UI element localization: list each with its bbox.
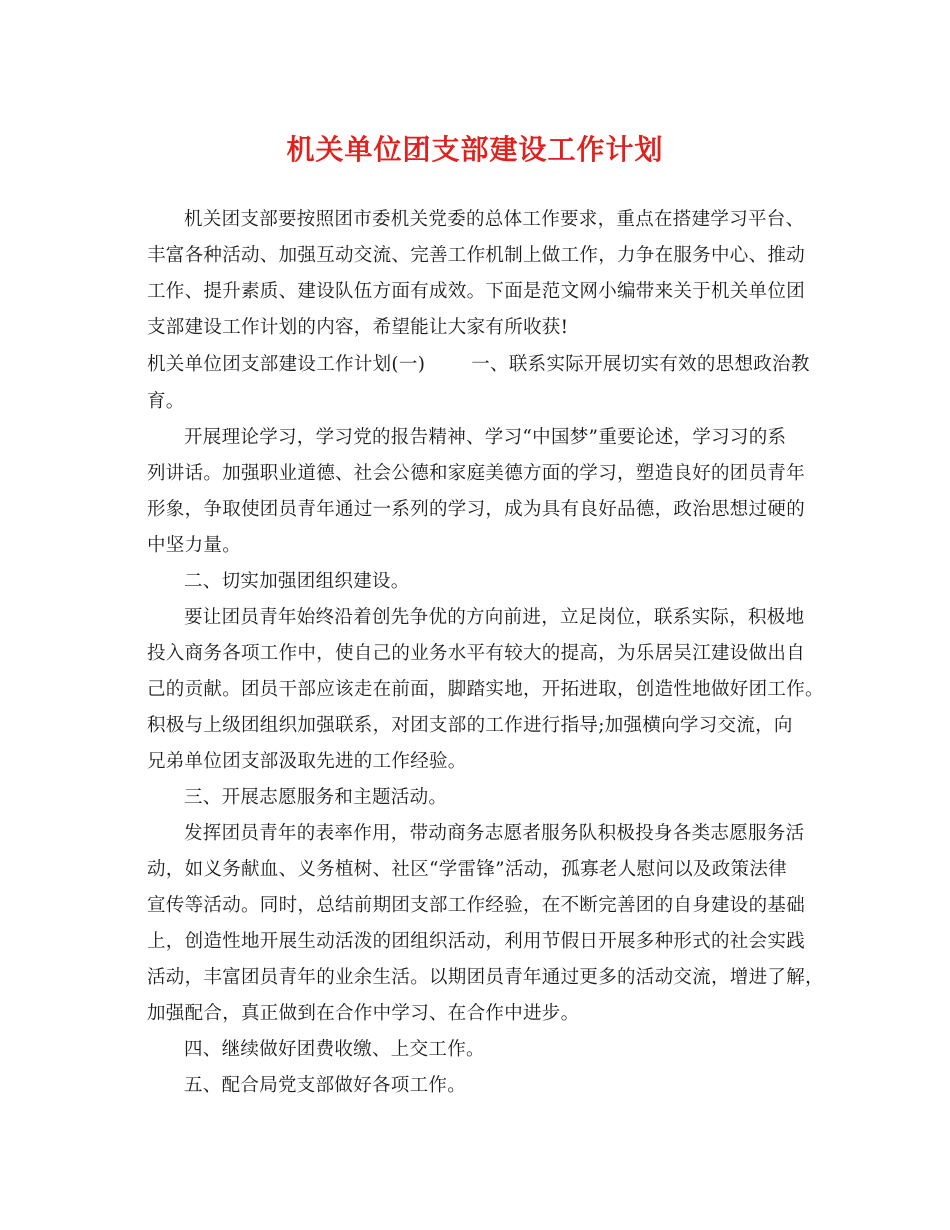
paragraph-line: 发挥团员青年的表率作用，带动商务志愿者服务队积极投身各类志愿服务活	[184, 823, 805, 844]
paragraph-line: 中坚力量。	[147, 535, 242, 556]
paragraph-line: 要让团员青年始终沿着创先争优的方向前进，立足岗位，联系实际，积极地	[184, 607, 805, 628]
subtitle-text: 机关单位团支部建设工作计划(一)	[147, 354, 426, 375]
paragraph-line: 投入商务各项工作中，使自己的业务水平有较大的提高，为乐居吴江建设做出自	[147, 643, 806, 664]
paragraph-line: 支部建设工作计划的内容，希望能让大家有所收获!	[147, 317, 569, 338]
paragraph-line: 积极与上级团组织加强联系，对团支部的工作进行指导;加强横向学习交流，向	[147, 715, 793, 736]
section-heading: 四、继续做好团费收缴、上交工作。	[184, 1039, 485, 1060]
paragraph-line: 宣传等活动。同时，总结前期团支部工作经验，在不断完善团的自身建设的基础	[147, 895, 806, 916]
paragraph-line: 开展理论学习，学习党的报告精神、学习“中国梦”重要论述，学习习的系	[184, 427, 787, 448]
section-heading: 三、开展志愿服务和主题活动。	[184, 787, 448, 808]
heading-text: 一、联系实际开展切实有效的思想政治教	[471, 354, 810, 375]
paragraph-line: 上，创造性地开展生动活泼的团组织活动，利用节假日开展多种形式的社会实践	[147, 931, 806, 952]
paragraph-line: 己的贡献。团员干部应该走在前面，脚踏实地，开拓进取，创造性地做好团工作。	[147, 679, 824, 700]
paragraph-line: 兄弟单位团支部汲取先进的工作经验。	[147, 751, 467, 772]
section-heading: 五、配合局党支部做好各项工作。	[184, 1075, 467, 1096]
paragraph-line: 加强配合，真正做到在合作中学习、在合作中进步。	[147, 1003, 580, 1024]
section-heading: 二、切实加强团组织建设。	[184, 571, 410, 592]
paragraph-line: 工作、提升素质、建设队伍方面有成效。下面是范文网小编带来关于机关单位团	[147, 281, 806, 302]
paragraph-line: 机关团支部要按照团市委机关党委的总体工作要求，重点在搭建学习平台、	[184, 209, 805, 230]
document-title: 机关单位团支部建设工作计划	[286, 133, 664, 166]
paragraph-line: 形象，争取使团员青年通过一系列的学习，成为具有良好品德，政治思想过硬的	[147, 499, 806, 520]
paragraph-line: 活动，丰富团员青年的业余生活。以期团员青年通过更多的活动交流，增进了解，	[147, 967, 824, 988]
paragraph-line: 育。	[147, 391, 185, 412]
section-heading-line	[147, 352, 810, 378]
paragraph-line: 丰富各种活动、加强互动交流、完善工作机制上做工作，力争在服务中心、推动	[147, 245, 806, 266]
paragraph-line: 动，如义务献血、义务植树、社区“学雷锋”活动，孤寡老人慰问以及政策法律	[147, 859, 787, 880]
paragraph-line: 列讲话。加强职业道德、社会公德和家庭美德方面的学习，塑造良好的团员青年	[147, 463, 806, 484]
